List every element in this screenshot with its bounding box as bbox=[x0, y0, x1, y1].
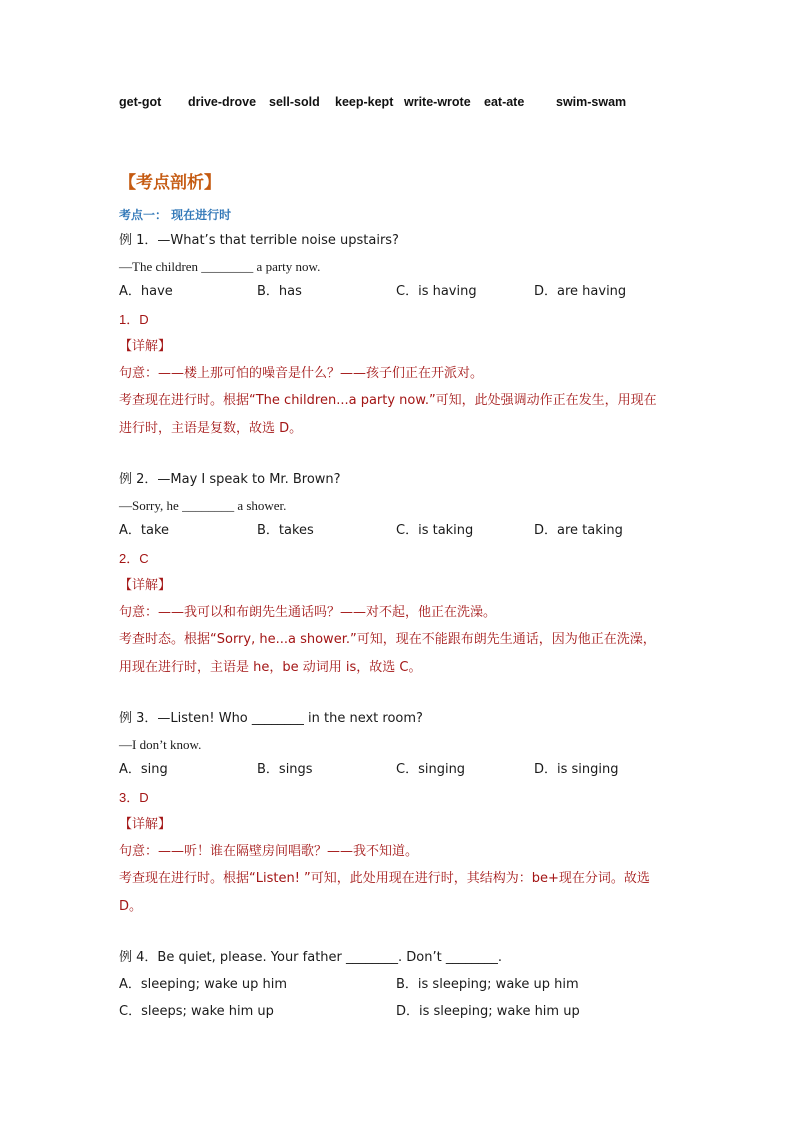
question-line: 例 3．—Listen! Who ________ in the next room? bbox=[119, 711, 423, 726]
answer: 3．D bbox=[119, 790, 149, 805]
option-a: A．take bbox=[119, 523, 170, 538]
verb-pair: keep-kept bbox=[335, 95, 394, 109]
answer: 1．D bbox=[119, 312, 149, 327]
option-a: A．have bbox=[119, 284, 173, 299]
question-line: 例 4．Be quiet, please. Your father ________. Don’t ________. bbox=[119, 950, 502, 965]
option-a: A．sing bbox=[119, 762, 168, 777]
option-b: B．has bbox=[257, 284, 302, 299]
option-b: B．takes bbox=[257, 523, 314, 538]
explanation-line: 考查时态。根据“Sorry, he...a shower.”可知，现在不能跟布朗先生通话，因为他正在洗澡， bbox=[119, 632, 656, 647]
explanation-line: 进行时，主语是复数，故选 D。 bbox=[119, 421, 303, 436]
verb-pair: eat-ate bbox=[484, 95, 525, 109]
option-c: C．singing bbox=[396, 762, 466, 777]
verb-pair: get-got bbox=[119, 95, 162, 109]
topic-heading: 考点一： 现在进行时 bbox=[119, 208, 232, 222]
question-line: —I don’t know. bbox=[119, 737, 202, 752]
verb-pair: swim-swam bbox=[556, 95, 627, 109]
sentence-meaning: 句意：——楼上那可怕的噪音是什么？——孩子们正在开派对。 bbox=[119, 366, 484, 381]
detail-label: 【详解】 bbox=[119, 817, 172, 832]
section-title: 【考点剖析】 bbox=[119, 173, 221, 193]
option-b: B．sings bbox=[257, 762, 313, 777]
question-line: —Sorry, he ________ a shower. bbox=[119, 498, 287, 513]
explanation-line: 用现在进行时，主语是 he，be 动词用 is，故选 C。 bbox=[119, 660, 422, 675]
option-c: C．is taking bbox=[396, 523, 474, 538]
answer: 2．C bbox=[119, 551, 149, 566]
verb-pair: drive-drove bbox=[188, 95, 257, 109]
sentence-meaning: 句意：——听！谁在隔壁房间唱歌？——我不知道。 bbox=[119, 844, 419, 859]
detail-label: 【详解】 bbox=[119, 578, 172, 593]
option-c: C．sleeps; wake him up bbox=[119, 1004, 274, 1019]
option-d: D．are having bbox=[534, 284, 627, 299]
detail-label: 【详解】 bbox=[119, 339, 172, 354]
option-d: D．are taking bbox=[534, 523, 623, 538]
question-line: 例 2．—May I speak to Mr. Brown? bbox=[119, 472, 341, 487]
verb-pair: write-wrote bbox=[404, 95, 471, 109]
sentence-meaning: 句意：——我可以和布朗先生通话吗？——对不起，他正在洗澡。 bbox=[119, 605, 497, 620]
explanation-line: 考查现在进行时。根据“Listen! ”可知，此处用现在进行时，其结构为：be+现在分词。故选 bbox=[119, 871, 650, 886]
verb-pair: sell-sold bbox=[269, 95, 320, 109]
question-line: 例 1．—What’s that terrible noise upstairs? bbox=[119, 233, 399, 248]
option-d: D．is singing bbox=[534, 762, 619, 777]
explanation-line: D。 bbox=[119, 899, 143, 914]
option-c: C．is having bbox=[396, 284, 477, 299]
option-a: A．sleeping; wake up him bbox=[119, 977, 288, 992]
question-line: —The children ________ a party now. bbox=[119, 259, 321, 274]
option-d: D．is sleeping; wake him up bbox=[396, 1004, 580, 1019]
explanation-line: 考查现在进行时。根据“The children...a party now.”可知，此处强调动作正在发生，用现在 bbox=[119, 393, 657, 408]
option-b: B．is sleeping; wake up him bbox=[396, 977, 579, 992]
